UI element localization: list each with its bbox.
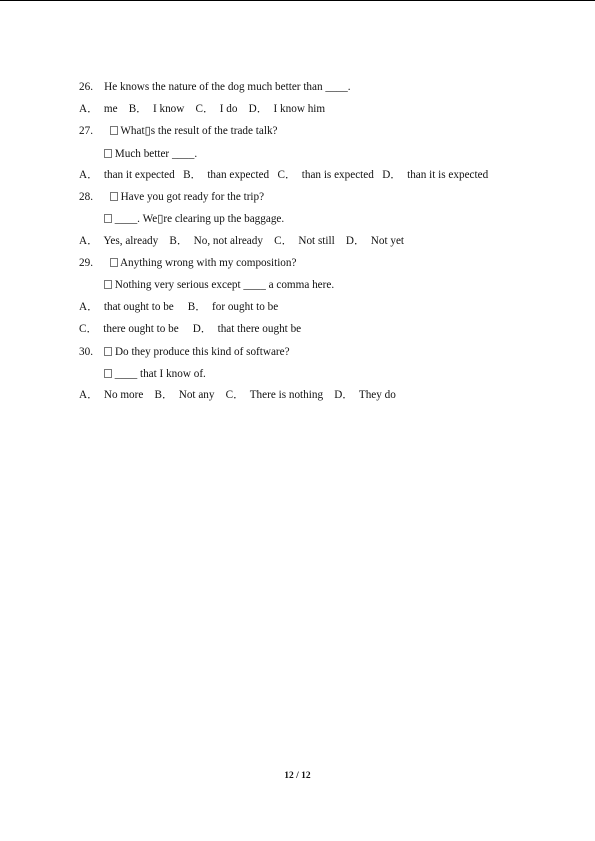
q26-options: A． me B． I know C． I do D． I know him	[79, 103, 326, 115]
q29-question: Anything wrong with my composition?	[119, 257, 297, 269]
q29-options-cd: C． there ought to be D． that there ought be	[79, 323, 302, 335]
blank-box-icon	[110, 258, 118, 267]
q30-options: A． No more B． Not any C． There is nothing D． They do	[79, 389, 396, 401]
q29-options-ab: A． that ought to be B． for ought to be	[79, 301, 279, 313]
q30-answer: ____ that I know of.	[114, 368, 206, 380]
q27-options: A． than it expected B． than expected C． than is expected D． than it is expected	[79, 169, 489, 181]
blank-box-icon	[104, 280, 112, 289]
q28-question: Have you got ready for the trip?	[120, 191, 265, 203]
q28-options: A． Yes, already B． No, not already C． Not still D． Not yet	[79, 235, 405, 247]
page-top-rule	[0, 0, 595, 1]
q30-line2	[104, 366, 206, 382]
q28-number: 28.	[79, 191, 93, 203]
blank-box-icon	[104, 347, 112, 356]
q28-line1	[79, 189, 264, 205]
blank-box-icon	[104, 149, 112, 158]
q30-question: Do they produce this kind of software?	[114, 346, 290, 358]
q27-answer: Much better ____.	[114, 148, 198, 160]
q30-number: 30.	[79, 346, 93, 358]
q29-line2	[104, 277, 334, 293]
q27-line2	[104, 146, 197, 162]
q29-number: 29.	[79, 257, 93, 269]
q30-line1	[79, 344, 290, 360]
q28-line2	[104, 211, 284, 227]
blank-box-icon	[104, 214, 112, 223]
q29-line1	[79, 255, 296, 271]
q27-question: What▯s the result of the trade talk?	[120, 125, 278, 137]
q27-number: 27.	[79, 125, 93, 137]
q28-answer: ____. We▯re clearing up the baggage.	[114, 213, 285, 225]
blank-box-icon	[110, 192, 118, 201]
blank-box-icon	[104, 369, 112, 378]
q29-answer: Nothing very serious except ____ a comma here.	[114, 279, 335, 291]
blank-box-icon	[110, 126, 118, 135]
q27-line1	[79, 123, 278, 139]
q26-stem: 26. He knows the nature of the dog much better than ____.	[79, 81, 351, 93]
page-number: 12 / 12	[284, 771, 311, 781]
